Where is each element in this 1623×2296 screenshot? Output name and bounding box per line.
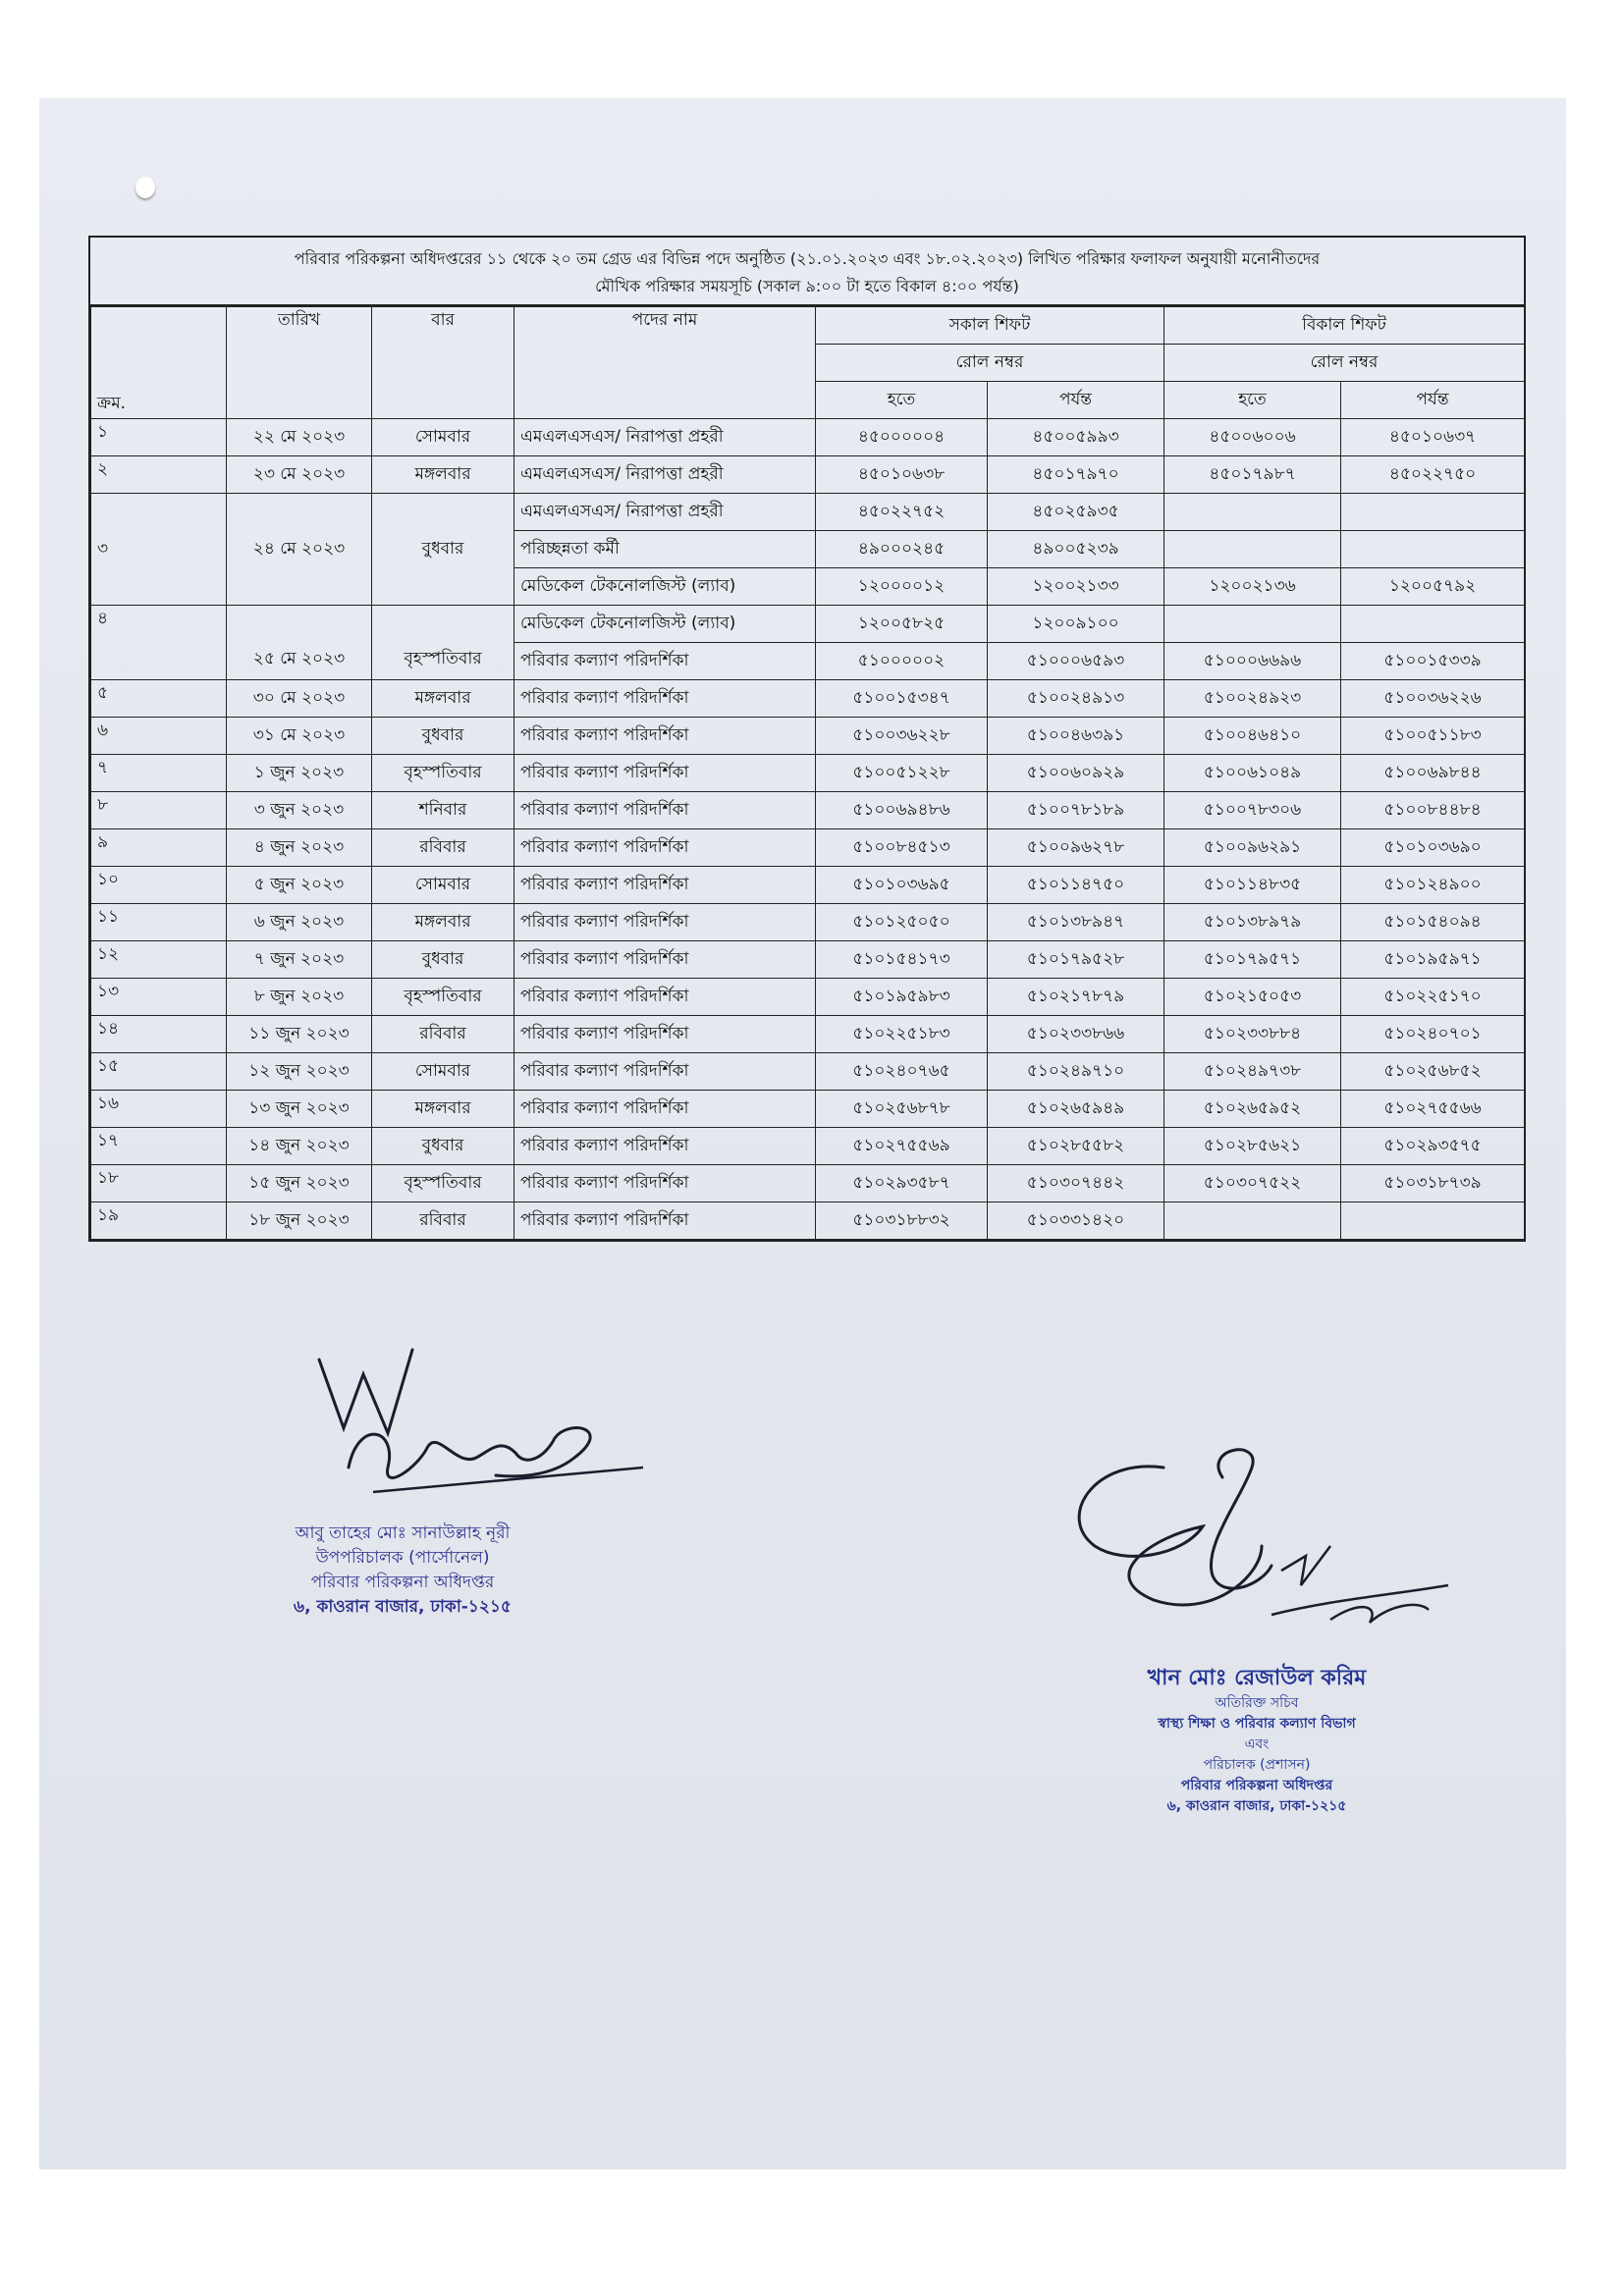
day-cell: সোমবার bbox=[372, 867, 514, 904]
serial-cell: ১৭ bbox=[91, 1128, 227, 1165]
morning-to-cell: ৫১০২৩৩৮৬৬ bbox=[988, 1016, 1164, 1053]
afternoon-from-cell: ৫১০০২৪৯২৩ bbox=[1164, 680, 1341, 718]
post-cell: পরিবার কল্যাণ পরিদর্শিকা bbox=[514, 755, 816, 792]
signatory-right-address: ৬, কাওরান বাজার, ঢাকা-১২১৫ bbox=[1166, 1798, 1347, 1814]
afternoon-from-cell: ৫১০২৮৫৬২১ bbox=[1164, 1128, 1341, 1165]
serial-cell: ১৪ bbox=[91, 1016, 227, 1053]
post-cell: মেডিকেল টেকনোলজিস্ট (ল্যাব) bbox=[514, 606, 816, 643]
morning-to-cell: ৫১০০৭৮১৮৯ bbox=[988, 792, 1164, 829]
serial-cell: ১৯ bbox=[91, 1202, 227, 1240]
afternoon-from-cell: ৫১০০৬১০৪৯ bbox=[1164, 755, 1341, 792]
header-afternoon-roll: রোল নম্বর bbox=[1164, 345, 1525, 382]
day-cell: বৃহস্পতিবার bbox=[372, 755, 514, 792]
date-cell: ১৩ জুন ২০২৩ bbox=[227, 1091, 372, 1128]
afternoon-from-cell: ৫১০১৭৯৫৭১ bbox=[1164, 941, 1341, 979]
table-row bbox=[91, 1165, 1525, 1202]
morning-to-cell: ৫১০২১৭৮৭৯ bbox=[988, 979, 1164, 1016]
day-cell: মঙ্গলবার bbox=[372, 456, 514, 494]
morning-to-cell: ৪৫০২৫৯৩৫ bbox=[988, 494, 1164, 531]
header-morning-shift: সকাল শিফট bbox=[816, 307, 1164, 345]
post-cell: পরিবার কল্যাণ পরিদর্শিকা bbox=[514, 979, 816, 1016]
serial-cell: ১১ bbox=[91, 904, 227, 941]
header-morning-roll: রোল নম্বর bbox=[816, 345, 1164, 382]
morning-from-cell: ১২০০৫৮২৫ bbox=[816, 606, 988, 643]
header-afternoon-to: পর্যন্ত bbox=[1341, 382, 1525, 419]
serial-cell: ১ bbox=[91, 419, 227, 456]
afternoon-to-cell: ৫১০২২৫১৭০ bbox=[1341, 979, 1525, 1016]
afternoon-to-cell: ৫১০০৮৪৪৮৪ bbox=[1341, 792, 1525, 829]
table-row bbox=[91, 456, 1525, 494]
post-cell: এমএলএসএস/ নিরাপত্তা প্রহরী bbox=[514, 419, 816, 456]
afternoon-to-cell bbox=[1341, 1202, 1525, 1240]
afternoon-from-cell: ৫১০০৪৬৪১০ bbox=[1164, 718, 1341, 755]
header-post: পদের নাম bbox=[514, 307, 816, 419]
signatory-right-block bbox=[1051, 1664, 1463, 1817]
date-cell: ২৪ মে ২০২৩ bbox=[227, 494, 372, 606]
afternoon-to-cell: ৫১০২৯৩৫৭৫ bbox=[1341, 1128, 1525, 1165]
morning-from-cell: ৫১০১০৩৬৯৫ bbox=[816, 867, 988, 904]
header-afternoon-shift: বিকাল শিফট bbox=[1164, 307, 1525, 345]
post-cell: পরিবার কল্যাণ পরিদর্শিকা bbox=[514, 1091, 816, 1128]
afternoon-from-cell: ৫১০০৭৮৩০৬ bbox=[1164, 792, 1341, 829]
afternoon-from-cell: ৫১০১১৪৮৩৫ bbox=[1164, 867, 1341, 904]
date-cell: ৫ জুন ২০২৩ bbox=[227, 867, 372, 904]
morning-from-cell: ৫১০৩১৮৮৩২ bbox=[816, 1202, 988, 1240]
morning-from-cell: ৫১০২৯৩৫৮৭ bbox=[816, 1165, 988, 1202]
table-row bbox=[91, 792, 1525, 829]
signatory-right-line2: স্বাস্থ্য শিক্ষা ও পরিবার কল্যাণ বিভাগ bbox=[1158, 1716, 1356, 1732]
afternoon-to-cell bbox=[1341, 531, 1525, 568]
afternoon-to-cell bbox=[1341, 606, 1525, 643]
post-cell: পরিবার কল্যাণ পরিদর্শিকা bbox=[514, 718, 816, 755]
serial-cell: ৫ bbox=[91, 680, 227, 718]
afternoon-from-cell bbox=[1164, 1202, 1341, 1240]
afternoon-from-cell: ৫১০২৪৯৭৩৮ bbox=[1164, 1053, 1341, 1091]
morning-from-cell: ৫১০০৩৬২২৮ bbox=[816, 718, 988, 755]
signature-right bbox=[1036, 1428, 1488, 1654]
afternoon-to-cell: ৫১০১৫৪০৯৪ bbox=[1341, 904, 1525, 941]
day-cell: শনিবার bbox=[372, 792, 514, 829]
table-row bbox=[91, 718, 1525, 755]
signatory-left-name: আবু তাহের মোঃ সানাউল্লাহ নূরী bbox=[295, 1523, 511, 1543]
table-row bbox=[91, 941, 1525, 979]
morning-to-cell: ৫১০১৭৯৫২৮ bbox=[988, 941, 1164, 979]
signatory-right-name: খান মোঃ রেজাউল করিম bbox=[1147, 1666, 1367, 1690]
day-cell: মঙ্গলবার bbox=[372, 1091, 514, 1128]
date-cell: ৪ জুন ২০২৩ bbox=[227, 829, 372, 867]
date-cell: ২৩ মে ২০২৩ bbox=[227, 456, 372, 494]
morning-to-cell: ৫১০৩৩১৪২০ bbox=[988, 1202, 1164, 1240]
morning-from-cell: ৫১০০১৫৩৪৭ bbox=[816, 680, 988, 718]
morning-from-cell: ৪৫০০০০০৪ bbox=[816, 419, 988, 456]
day-cell: সোমবার bbox=[372, 419, 514, 456]
post-cell: পরিবার কল্যাণ পরিদর্শিকা bbox=[514, 829, 816, 867]
day-cell: সোমবার bbox=[372, 1053, 514, 1091]
afternoon-from-cell bbox=[1164, 531, 1341, 568]
schedule-sheet bbox=[88, 236, 1526, 1242]
day-cell: বৃহস্পতিবার bbox=[372, 1165, 514, 1202]
afternoon-from-cell: ৫১০২৩৩৮৮৪ bbox=[1164, 1016, 1341, 1053]
day-cell: বুধবার bbox=[372, 1128, 514, 1165]
morning-from-cell: ৫১০২৫৬৮৭৮ bbox=[816, 1091, 988, 1128]
afternoon-to-cell: ৫১০০৩৬২২৬ bbox=[1341, 680, 1525, 718]
serial-cell: ১৬ bbox=[91, 1091, 227, 1128]
signatory-right-line3: এবং bbox=[1244, 1736, 1270, 1752]
table-row bbox=[91, 1016, 1525, 1053]
afternoon-to-cell: ৫১০১২৪৯০০ bbox=[1341, 867, 1525, 904]
post-cell: পরিবার কল্যাণ পরিদর্শিকা bbox=[514, 643, 816, 680]
date-cell: ২৫ মে ২০২৩ bbox=[227, 606, 372, 680]
date-cell: ১৪ জুন ২০২৩ bbox=[227, 1128, 372, 1165]
signatory-left-address: ৬, কাওরান বাজার, ঢাকা-১২১৫ bbox=[294, 1597, 512, 1617]
afternoon-to-cell: ১২০০৫৭৯২ bbox=[1341, 568, 1525, 606]
morning-to-cell: ৫১০০৬০৯২৯ bbox=[988, 755, 1164, 792]
post-cell: পরিচ্ছন্নতা কর্মী bbox=[514, 531, 816, 568]
table-row bbox=[91, 1091, 1525, 1128]
day-cell: বুধবার bbox=[372, 494, 514, 606]
table-row bbox=[91, 1202, 1525, 1240]
afternoon-to-cell: ৫১০৩১৮৭৩৯ bbox=[1341, 1165, 1525, 1202]
date-cell: ৭ জুন ২০২৩ bbox=[227, 941, 372, 979]
serial-cell: ৩ bbox=[91, 494, 227, 606]
signatory-left-block bbox=[196, 1522, 609, 1620]
date-cell: ১২ জুন ২০২৩ bbox=[227, 1053, 372, 1091]
title-line-1: পরিবার পরিকল্পনা অধিদপ্তরের ১১ থেকে ২০ তম গ্রেড এর বিভিন্ন পদে অনুষ্ঠিত (২১.০১.২০২৩ এবং ১৮.০২.২০২৩) লিখিত পরিক্ষার ফলাফল অনুযায়ী মনোনীতদের bbox=[294, 249, 1321, 268]
serial-cell: ১২ bbox=[91, 941, 227, 979]
document-page bbox=[39, 98, 1566, 2169]
morning-to-cell: ৫১০০০৬৫৯৩ bbox=[988, 643, 1164, 680]
serial-cell: ১৩ bbox=[91, 979, 227, 1016]
morning-from-cell: ৫১০০৬৯৪৮৬ bbox=[816, 792, 988, 829]
post-cell: পরিবার কল্যাণ পরিদর্শিকা bbox=[514, 941, 816, 979]
afternoon-from-cell: ৫১০০৯৬২৯১ bbox=[1164, 829, 1341, 867]
afternoon-from-cell: ৪৫০০৬০০৬ bbox=[1164, 419, 1341, 456]
morning-from-cell: ৫১০০৫১২২৮ bbox=[816, 755, 988, 792]
title-line-2: মৌখিক পরিক্ষার সময়সূচি (সকাল ৯:০০ টা হতে বিকাল ৪:০০ পর্যন্ত) bbox=[595, 277, 1019, 295]
afternoon-to-cell: ৫১০১৯৫৯৭১ bbox=[1341, 941, 1525, 979]
post-cell: মেডিকেল টেকনোলজিস্ট (ল্যাব) bbox=[514, 568, 816, 606]
document-title bbox=[90, 238, 1524, 306]
morning-to-cell: ৫১০২৬৫৯৪৯ bbox=[988, 1091, 1164, 1128]
afternoon-to-cell: ৫১০২৫৬৮৫২ bbox=[1341, 1053, 1525, 1091]
header-day: বার bbox=[372, 307, 514, 419]
header-date: তারিখ bbox=[227, 307, 372, 419]
afternoon-from-cell: ৫১০২৬৫৯৫২ bbox=[1164, 1091, 1341, 1128]
morning-to-cell: ১২০০৯১০০ bbox=[988, 606, 1164, 643]
serial-cell: ১৮ bbox=[91, 1165, 227, 1202]
post-cell: পরিবার কল্যাণ পরিদর্শিকা bbox=[514, 680, 816, 718]
morning-from-cell: ৪৯০০০২৪৫ bbox=[816, 531, 988, 568]
date-cell: ৮ জুন ২০২৩ bbox=[227, 979, 372, 1016]
morning-to-cell: ১২০০২১৩৩ bbox=[988, 568, 1164, 606]
day-cell: রবিবার bbox=[372, 1016, 514, 1053]
signatory-left-office: পরিবার পরিকল্পনা অধিদপ্তর bbox=[310, 1573, 495, 1592]
morning-to-cell: ৫১০১১৪৭৫০ bbox=[988, 867, 1164, 904]
date-cell: ৬ জুন ২০২৩ bbox=[227, 904, 372, 941]
morning-from-cell: ৫১০১৯৫৯৮৩ bbox=[816, 979, 988, 1016]
post-cell: পরিবার কল্যাণ পরিদর্শিকা bbox=[514, 1128, 816, 1165]
morning-from-cell: ৫১০১২৫০৫০ bbox=[816, 904, 988, 941]
date-cell: ১৮ জুন ২০২৩ bbox=[227, 1202, 372, 1240]
afternoon-to-cell: ৫১০০৬৯৮৪৪ bbox=[1341, 755, 1525, 792]
schedule-table bbox=[90, 306, 1525, 1240]
table-row bbox=[91, 419, 1525, 456]
afternoon-from-cell: ৫১০২১৫০৫৩ bbox=[1164, 979, 1341, 1016]
morning-from-cell: ৫১০০০০০২ bbox=[816, 643, 988, 680]
serial-cell: ১৫ bbox=[91, 1053, 227, 1091]
afternoon-from-cell bbox=[1164, 606, 1341, 643]
date-cell: ৩০ মে ২০২৩ bbox=[227, 680, 372, 718]
post-cell: পরিবার কল্যাণ পরিদর্শিকা bbox=[514, 904, 816, 941]
day-cell: রবিবার bbox=[372, 829, 514, 867]
date-cell: ১৫ জুন ২০২৩ bbox=[227, 1165, 372, 1202]
morning-from-cell: ৫১০২২৫১৮৩ bbox=[816, 1016, 988, 1053]
post-cell: এমএলএসএস/ নিরাপত্তা প্রহরী bbox=[514, 494, 816, 531]
signatory-left-designation: উপপরিচালক (পার্সোনেল) bbox=[315, 1548, 490, 1568]
signatory-right-line5: পরিবার পরিকল্পনা অধিদপ্তর bbox=[1180, 1778, 1333, 1793]
afternoon-from-cell: ১২০০২১৩৬ bbox=[1164, 568, 1341, 606]
afternoon-to-cell: ৫১০২৭৫৫৬৬ bbox=[1341, 1091, 1525, 1128]
day-cell: মঙ্গলবার bbox=[372, 680, 514, 718]
afternoon-from-cell: ৫১০০০৬৬৯৬ bbox=[1164, 643, 1341, 680]
table-row bbox=[91, 867, 1525, 904]
morning-from-cell: ৫১০০৮৪৫১৩ bbox=[816, 829, 988, 867]
day-cell: রবিবার bbox=[372, 1202, 514, 1240]
serial-cell: ১০ bbox=[91, 867, 227, 904]
header-afternoon-from: হতে bbox=[1164, 382, 1341, 419]
post-cell: পরিবার কল্যাণ পরিদর্শিকা bbox=[514, 1016, 816, 1053]
day-cell: বুধবার bbox=[372, 941, 514, 979]
day-cell: বৃহস্পতিবার bbox=[372, 979, 514, 1016]
afternoon-to-cell: ৪৫০১০৬৩৭ bbox=[1341, 419, 1525, 456]
table-row bbox=[91, 1053, 1525, 1091]
post-cell: পরিবার কল্যাণ পরিদর্শিকা bbox=[514, 792, 816, 829]
post-cell: এমএলএসএস/ নিরাপত্তা প্রহরী bbox=[514, 456, 816, 494]
serial-cell: ৯ bbox=[91, 829, 227, 867]
morning-to-cell: ৫১০৩০৭৪৪২ bbox=[988, 1165, 1164, 1202]
afternoon-from-cell: ৫১০৩০৭৫২২ bbox=[1164, 1165, 1341, 1202]
table-row bbox=[91, 680, 1525, 718]
afternoon-from-cell: ৫১০১৩৮৯৭৯ bbox=[1164, 904, 1341, 941]
morning-from-cell: ৫১০২৭৫৫৬৯ bbox=[816, 1128, 988, 1165]
post-cell: পরিবার কল্যাণ পরিদর্শিকা bbox=[514, 1202, 816, 1240]
table-row bbox=[91, 606, 1525, 643]
post-cell: পরিবার কল্যাণ পরিদর্শিকা bbox=[514, 1053, 816, 1091]
afternoon-to-cell: ৫১০০১৫৩৩৯ bbox=[1341, 643, 1525, 680]
morning-to-cell: ৪৫০০৫৯৯৩ bbox=[988, 419, 1164, 456]
serial-cell: ৬ bbox=[91, 718, 227, 755]
morning-from-cell: ৪৫০২২৭৫২ bbox=[816, 494, 988, 531]
morning-to-cell: ৫১০১৩৮৯৪৭ bbox=[988, 904, 1164, 941]
serial-cell: ৪ bbox=[91, 606, 227, 680]
morning-from-cell: ৫১০১৫৪১৭৩ bbox=[816, 941, 988, 979]
morning-to-cell: ৫১০০৪৬৩৯১ bbox=[988, 718, 1164, 755]
afternoon-from-cell: ৪৫০১৭৯৮৭ bbox=[1164, 456, 1341, 494]
afternoon-to-cell: ৫১০০৫১১৮৩ bbox=[1341, 718, 1525, 755]
morning-to-cell: ৫১০০২৪৯১৩ bbox=[988, 680, 1164, 718]
afternoon-from-cell bbox=[1164, 494, 1341, 531]
afternoon-to-cell: ৫১০১০৩৬৯০ bbox=[1341, 829, 1525, 867]
morning-to-cell: ৫১০২৪৯৭১০ bbox=[988, 1053, 1164, 1091]
signature-left bbox=[290, 1320, 702, 1517]
table-row bbox=[91, 755, 1525, 792]
punch-hole bbox=[135, 177, 155, 198]
header-morning-to: পর্যন্ত bbox=[988, 382, 1164, 419]
table-row bbox=[91, 979, 1525, 1016]
post-cell: পরিবার কল্যাণ পরিদর্শিকা bbox=[514, 867, 816, 904]
table-row bbox=[91, 494, 1525, 531]
table-row bbox=[91, 829, 1525, 867]
morning-to-cell: ৪৯০০৫২৩৯ bbox=[988, 531, 1164, 568]
serial-cell: ২ bbox=[91, 456, 227, 494]
signatory-right-line4: পরিচালক (প্রশাসন) bbox=[1203, 1757, 1311, 1773]
header-serial: ক্রম. bbox=[91, 307, 227, 419]
date-cell: ২২ মে ২০২৩ bbox=[227, 419, 372, 456]
table-row bbox=[91, 1128, 1525, 1165]
date-cell: ১১ জুন ২০২৩ bbox=[227, 1016, 372, 1053]
date-cell: ১ জুন ২০২৩ bbox=[227, 755, 372, 792]
serial-cell: ৭ bbox=[91, 755, 227, 792]
morning-from-cell: ৫১০২৪০৭৬৫ bbox=[816, 1053, 988, 1091]
morning-from-cell: ৪৫০১০৬৩৮ bbox=[816, 456, 988, 494]
post-cell: পরিবার কল্যাণ পরিদর্শিকা bbox=[514, 1165, 816, 1202]
day-cell: বুধবার bbox=[372, 718, 514, 755]
afternoon-to-cell: ৪৫০২২৭৫০ bbox=[1341, 456, 1525, 494]
afternoon-to-cell: ৫১০২৪০৭০১ bbox=[1341, 1016, 1525, 1053]
signatory-right-line1: অতিরিক্ত সচিব bbox=[1215, 1695, 1299, 1711]
day-cell: বৃহস্পতিবার bbox=[372, 606, 514, 680]
date-cell: ৩১ মে ২০২৩ bbox=[227, 718, 372, 755]
date-cell: ৩ জুন ২০২৩ bbox=[227, 792, 372, 829]
afternoon-to-cell bbox=[1341, 494, 1525, 531]
morning-to-cell: ৫১০২৮৫৫৮২ bbox=[988, 1128, 1164, 1165]
morning-to-cell: ৫১০০৯৬২৭৮ bbox=[988, 829, 1164, 867]
header-morning-from: হতে bbox=[816, 382, 988, 419]
morning-from-cell: ১২০০০০১২ bbox=[816, 568, 988, 606]
day-cell: মঙ্গলবার bbox=[372, 904, 514, 941]
serial-cell: ৮ bbox=[91, 792, 227, 829]
morning-to-cell: ৪৫০১৭৯৭০ bbox=[988, 456, 1164, 494]
table-row bbox=[91, 904, 1525, 941]
